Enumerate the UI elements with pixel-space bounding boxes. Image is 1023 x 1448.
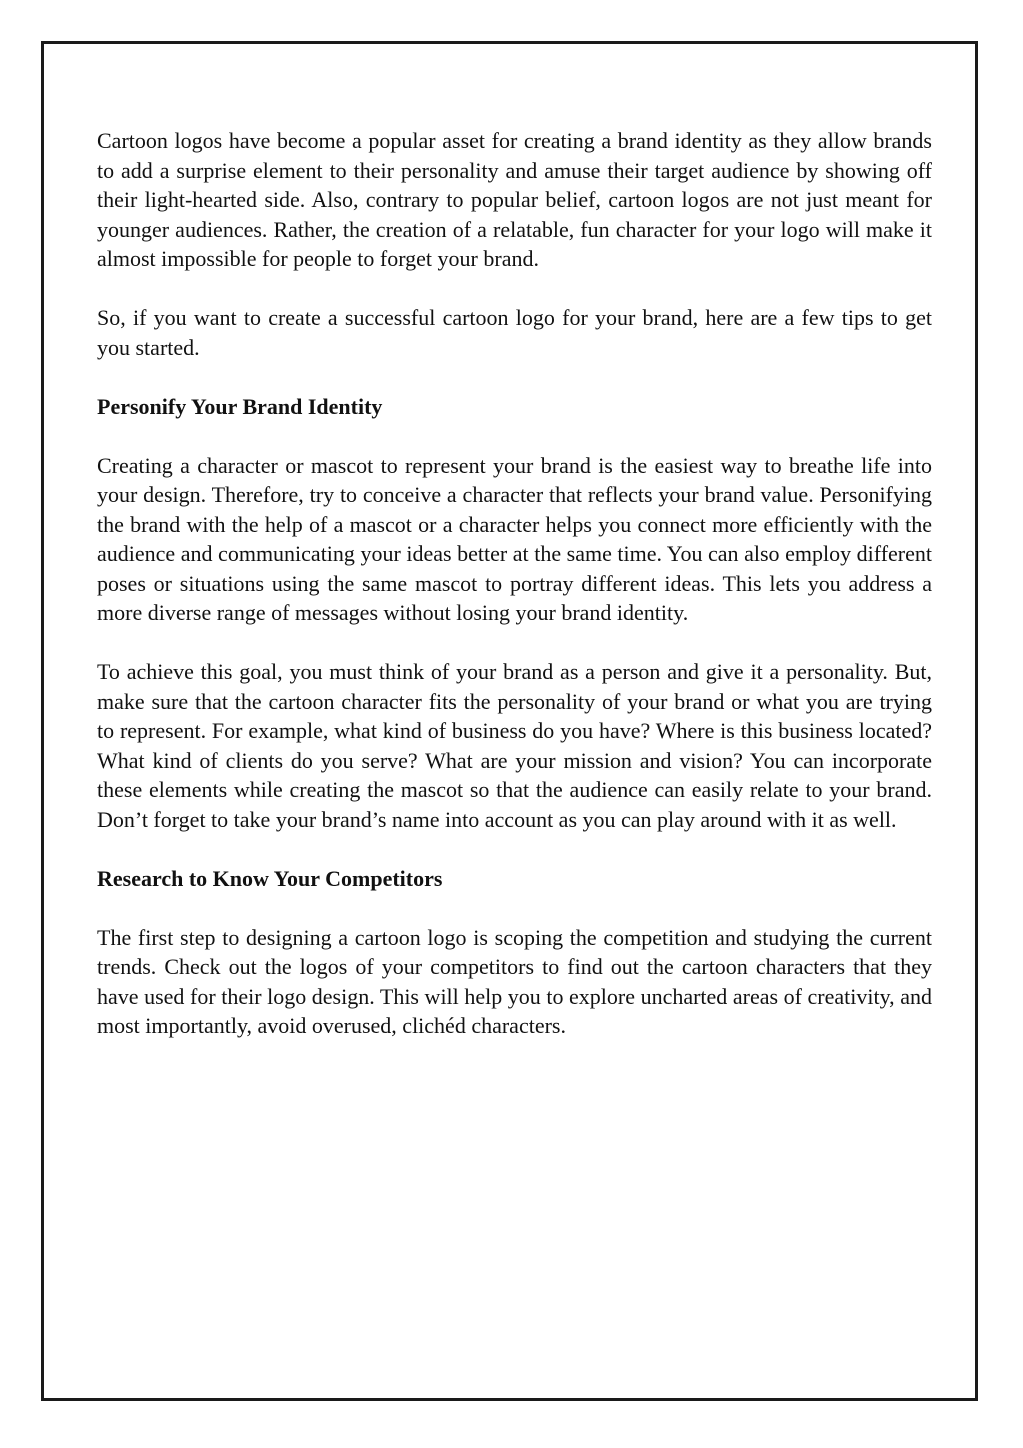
intro-paragraph-1: Cartoon logos have become a popular asset for creating a brand identity as they allow brands to add a surprise element to their personality and amuse their target audience by showing off their light-hearted side. Also, contrary to popular belief, cartoon logos are not just meant for younger audiences. Rather, the creation of a relatable, fun character for your logo will make it almost impossible for people to forget your brand. [97,128,932,271]
research-paragraph-1: The first step to designing a cartoon logo is scoping the competition and studying the current trends. Check out the logos of your competitors to find out the cartoon characters that they have used for their logo design. This will help you to explore uncharted areas of creativity, and most importantly, avoid overused, clichéd characters. [97,924,932,1038]
page-frame [41,41,978,1401]
section-heading-research: Research to Know Your Competitors [97,865,443,891]
document-body [97,126,932,1070]
personify-paragraph-1: Creating a character or mascot to represent your brand is the easiest way to breathe life into your design. Therefore, try to conceive a character that reflects your brand value. Personifying the brand with the help of a mascot or a character helps you connect more efficiently with the audience and communicating your ideas better at the same time. You can also employ different poses or situations using the same mascot to portray different ideas. This lets you address a more diverse range of messages without losing your brand identity. [97,452,932,625]
section-heading-personify: Personify Your Brand Identity [97,393,383,419]
intro-paragraph-2: So, if you want to create a successful cartoon logo for your brand, here are a few tips to get you started. [97,305,932,360]
personify-paragraph-2: To achieve this goal, you must think of your brand as a person and give it a personality. But, make sure that the cartoon character fits the personality of your brand or what you are trying to represent. For example, what kind of business do you have? Where is this business located? What kind of clients do you serve? What are your mission and vision? You can incorporate these elements while creating the mascot so that the audience can easily relate to your brand. Don’t forget to take your brand’s name into account as you can play around with it as well. [97,659,932,832]
